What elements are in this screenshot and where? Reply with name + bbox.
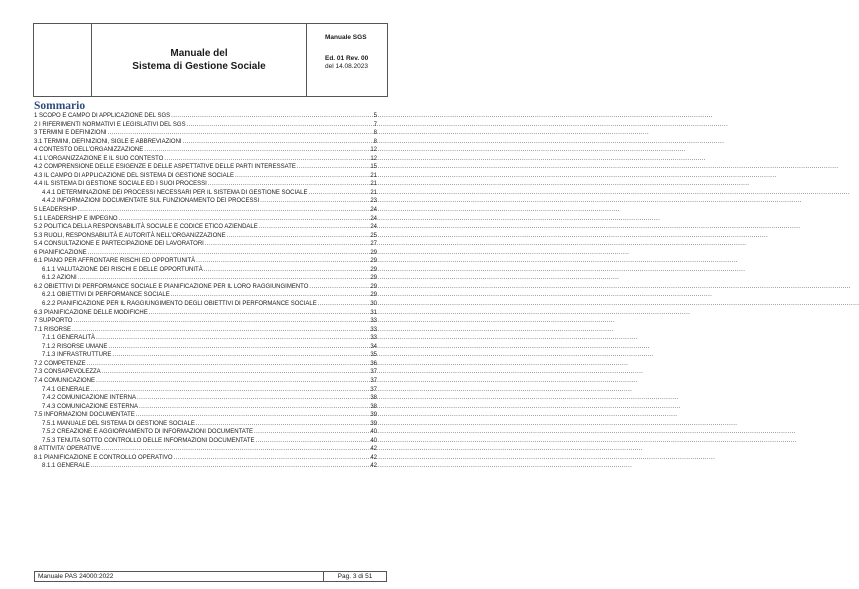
toc-entry-title: 8.1.1 GENERALE [42,463,90,470]
toc-entry-title: 7.4.2 COMUNICAZIONE INTERNA [42,395,137,402]
toc-entry[interactable] [34,163,377,172]
header-title-cell [92,24,307,96]
toc-entry-page: 21 [370,172,377,179]
toc-entry-title: 7.4.1 GENERALE [42,386,90,393]
toc-dot-leader [205,240,369,249]
toc-dot-leader [171,291,370,300]
toc-entry-page: 24 [370,207,377,214]
toc-dot-leader [259,223,370,232]
toc-entry-page: 34 [370,343,377,350]
toc-dot-leader [139,403,369,412]
toc-entry-page: 37 [370,386,377,393]
toc-entry-page: 29 [370,292,377,299]
toc-entry[interactable] [34,368,377,377]
toc-entry-page: 39 [370,420,377,427]
toc-entry[interactable] [34,386,377,395]
toc-entry[interactable] [34,197,377,206]
toc-dot-leader [101,445,369,454]
toc-entry[interactable] [34,309,377,318]
toc-dot-leader [174,454,370,463]
toc-entry-title: 4.2 COMPRENSIONE DELLE ESIGENZE E DELLE ASPETTATIVE DELLE PARTI INTERESSATE [34,164,296,171]
toc-entry[interactable] [34,437,377,446]
toc-entry-page: 33 [370,326,377,333]
toc-entry-title: 7.5.1 MANUALE DEL SISTEMA DI GESTIONE SOCIALE [42,420,195,427]
toc-dot-leader [187,121,373,130]
toc-entry[interactable] [34,291,377,300]
toc-entry[interactable] [34,266,377,275]
toc-entry-title: 8 ATTIVITA’ OPERATIVE [34,446,101,453]
toc-entry-title: 4.4.2 INFORMAZIONI DOCUMENTATE SUL FUNZIONAMENTO DEI PROCESSI [42,198,260,205]
toc-entry-title: 5.2 POLITICA DELLA RESPONSABILITÀ SOCIALE E CODICE ETICO AZIENDALE [34,224,258,231]
toc-entry[interactable] [34,343,377,352]
toc-dot-leader [91,386,370,395]
toc-entry-title: 7.4.3 COMUNICAZIONE ESTERNA [42,403,139,410]
toc-dot-leader [255,437,369,446]
toc-dot-leader [309,189,370,198]
toc-entry-page: 33 [370,318,377,325]
toc-entry-title: 5.3 RUOLI, RESPONSABILITÀ E AUTORITÀ NELL’ORGANIZZAZIONE [34,232,226,239]
toc-entry[interactable] [34,138,377,147]
toc-entry-page: 24 [370,215,377,222]
toc-entry-title: 2 I RIFERIMENTI NORMATIVI E LEGISLATIVI DEL SGS [34,121,186,128]
toc-dot-leader [297,163,369,172]
header-meta-cell [307,24,387,96]
toc-dot-leader [96,334,369,343]
header-date: del 14.08.2023 [325,63,369,70]
toc-entry[interactable] [34,172,377,181]
toc-entry-title: 6.1.1 VALUTAZIONE DEI RISCHI E DELLE OPPORTUNITÀ [42,266,203,273]
toc-entry-title: 4.3 IL CAMPO DI APPLICAZIONE DEL SISTEMA DI GESTIONE SOCIALE [34,172,234,179]
toc-entry[interactable] [34,180,377,189]
toc-entry[interactable] [34,420,377,429]
toc-entry-page: 21 [370,181,377,188]
toc-entry[interactable] [34,215,377,224]
toc-entry[interactable] [34,112,377,121]
toc-entry-title: 7.4 COMUNICAZIONE [34,377,96,384]
toc-entry[interactable] [34,377,377,386]
toc-entry-title: 7.1.1 GENERALITÀ [42,335,96,342]
toc-dot-leader [204,266,370,275]
toc-entry-page: 30 [370,301,377,308]
toc-entry-title: 3.1 TERMINI, DEFINIZIONI, SIGLE E ABBREVIAZIONI [34,138,182,145]
toc-entry[interactable] [34,454,377,463]
toc-entry-title: 6.1 PIANO PER AFFRONTARE RISCHI ED OPPORTUNITÀ [34,258,196,265]
header-edition: Ed. 01 Rev. 00 [325,55,369,62]
toc-entry-title: 7.5.3 TENUTA SOTTO CONTROLLO DELLE INFORMAZIONI DOCUMENTATE [42,437,255,444]
toc-dot-leader [87,360,370,369]
header-doc-name: Manuale SGS [325,34,367,41]
toc-entry-page: 38 [370,395,377,402]
toc-dot-leader [318,300,370,309]
toc-entry-page: 23 [370,198,377,205]
toc-dot-leader [78,274,370,283]
document-header [33,23,388,97]
toc-entry-title: 6.2.1 OBIETTIVI DI PERFORMANCE SOCIALE [42,292,170,299]
toc-entry-title: 4.4 IL SISTEMA DI GESTIONE SOCIALE ED I SUOI PROCESSI [34,181,207,188]
toc-entry-title: 6.2.2 PIANIFICAZIONE PER IL RAGGIUNGIMENTO DEGLI OBIETTIVI DI PERFORMANCE SOCIALE [42,301,317,308]
toc-dot-leader [96,377,369,386]
toc-dot-leader [144,146,369,155]
toc-entry-page: 37 [370,377,377,384]
header-title-line1: Manuale del [170,48,228,59]
toc-dot-leader [108,343,369,352]
toc-dot-leader [171,112,373,121]
toc-dot-leader [227,232,370,241]
toc-entry-page: 38 [370,403,377,410]
toc-dot-leader [78,206,369,215]
toc-dot-leader [149,309,370,318]
header-title-line2: Sistema di Gestione Sociale [132,61,266,72]
toc-entry-title: 4 CONTESTO DELL’ORGANIZZAZIONE [34,147,144,154]
toc-entry-page: 29 [370,249,377,256]
toc-entry-title: 8.1 PIANIFICAZIONE E CONTROLLO OPERATIVO [34,454,173,461]
toc-entry-page: 24 [370,224,377,231]
toc-entry-title: 6.3 PIANIFICAZIONE DELLE MODIFICHE [34,309,148,316]
toc-entry[interactable] [34,206,377,215]
toc-dot-leader [102,368,370,377]
toc-dot-leader [309,283,369,292]
toc-entry-page: 12 [370,147,377,154]
toc-entry[interactable] [34,249,377,258]
toc-entry[interactable] [34,334,377,343]
toc-entry-page: 12 [370,155,377,162]
toc-entry[interactable] [34,274,377,283]
toc-entry-page: 8 [373,130,377,137]
toc-entry-page: 25 [370,232,377,239]
toc-dot-leader [208,180,369,189]
toc-dot-leader [235,172,369,181]
toc-entry[interactable] [34,317,377,326]
toc-entry[interactable] [34,360,377,369]
toc-entry-page: 42 [370,446,377,453]
toc-entry-page: 40 [370,437,377,444]
toc-entry-page: 21 [370,189,377,196]
toc-entry-title: 7.1 RISORSE [34,326,72,333]
toc-entry[interactable] [34,232,377,241]
toc-dot-leader [72,326,369,335]
toc-entry[interactable] [34,146,377,155]
toc-dot-leader [112,351,369,360]
toc-entry[interactable] [34,428,377,437]
toc-entry-title: 4.4.1 DETERMINAZIONE DEI PROCESSI NECESSARI PER IL SISTEMA DI GESTIONE SOCIALE [42,189,308,196]
toc-entry-title: 6 PIANIFICAZIONE [34,249,87,256]
toc-dot-leader [88,249,370,258]
toc-entry-page: 29 [370,275,377,282]
toc-entry-page: 39 [370,412,377,419]
toc-dot-leader [119,215,370,224]
document-footer [34,571,387,582]
toc-entry[interactable] [34,223,377,232]
toc-dot-leader [196,420,369,429]
toc-entry-page: 37 [370,369,377,376]
toc-entry-title: 5.1 LEADERSHIP E IMPEGNO [34,215,118,222]
footer-page-number: Pag. 3 di 51 [337,573,373,580]
toc-entry[interactable] [34,403,377,412]
toc-entry[interactable] [34,445,377,454]
toc-entry-page: 42 [370,454,377,461]
toc-entry-title: 7 SUPPORTO [34,318,73,325]
toc-entry-page: 15 [370,164,377,171]
toc-entry-title: 6.2 OBIETTIVI DI PERFORMANCE SOCIALE E PIANIFICAZIONE PER IL LORO RAGGIUNGIMENTO [34,283,309,290]
toc-entry[interactable] [34,326,377,335]
toc-entry[interactable] [34,121,377,130]
toc-entry[interactable] [34,240,377,249]
toc-entry-title: 6.1.2 AZIONI [42,275,77,282]
toc-entry[interactable] [34,462,377,471]
toc-dot-leader [73,317,369,326]
toc-entry-page: 29 [370,283,377,290]
toc-entry-page: 40 [370,429,377,436]
toc-entry-title: 1 SCOPO E CAMPO DI APPLICAZIONE DEL SGS [34,113,171,119]
toc-entry[interactable] [34,283,377,292]
toc-entry-page: 31 [370,309,377,316]
toc-dot-leader [164,155,369,164]
toc-dot-leader [136,411,370,420]
toc-entry[interactable] [34,257,377,266]
toc-entry-page: 33 [370,335,377,342]
toc-entry-title: 4.1 L’ORGANIZZAZIONE E IL SUO CONTESTO [34,155,164,162]
toc-entry-page: 42 [370,463,377,470]
toc-dot-leader [260,197,369,206]
toc-entry-page: 7 [373,121,377,128]
toc-dot-leader [183,138,373,147]
toc-title: Sommario [34,100,86,112]
toc-entry-title: 7.1.3 INFRASTRUTTURE [42,352,112,359]
header-logo-cell [34,24,92,96]
toc-dot-leader [91,462,370,471]
toc-entry-page: 36 [370,360,377,367]
toc-dot-leader [108,129,373,138]
footer-document-name: Manuale PAS 24000:2022 [35,572,324,581]
toc-entry-page: 27 [370,241,377,248]
toc-entry[interactable] [34,189,377,198]
toc-entry-title: 7.1.2 RISORSE UMANE [42,343,108,350]
toc-entry-title: 7.2 COMPETENZE [34,360,86,367]
toc-entry[interactable] [34,129,377,138]
toc-entry-title: 7.5.2 CREAZIONE E AGGIORNAMENTO DI INFORMAZIONI DOCUMENTATE [42,429,254,436]
toc-entry-page: 35 [370,352,377,359]
toc-dot-leader [196,257,369,266]
toc-entry-page: 29 [370,266,377,273]
toc-entry-page: 5 [373,113,377,119]
toc-entry[interactable] [34,411,377,420]
toc-entry-page: 8 [373,138,377,145]
toc-entry-title: 7.3 CONSAPEVOLEZZA [34,369,101,376]
toc-entry[interactable] [34,155,377,164]
toc-entry[interactable] [34,351,377,360]
toc-entry-title: 7.5 INFORMAZIONI DOCUMENTATE [34,412,135,419]
table-of-contents [34,112,377,471]
toc-entry-title: 5 LEADERSHIP [34,207,78,214]
toc-entry-title: 5.4 CONSULTAZIONE E PARTECIPAZIONE DEI LAVORATORI [34,241,204,248]
toc-entry[interactable] [34,394,377,403]
toc-dot-leader [137,394,369,403]
toc-entry[interactable] [34,300,377,309]
toc-entry-page: 29 [370,258,377,265]
toc-dot-leader [254,428,369,437]
toc-entry-title: 3 TERMINI E DEFINIZIONI [34,130,107,137]
